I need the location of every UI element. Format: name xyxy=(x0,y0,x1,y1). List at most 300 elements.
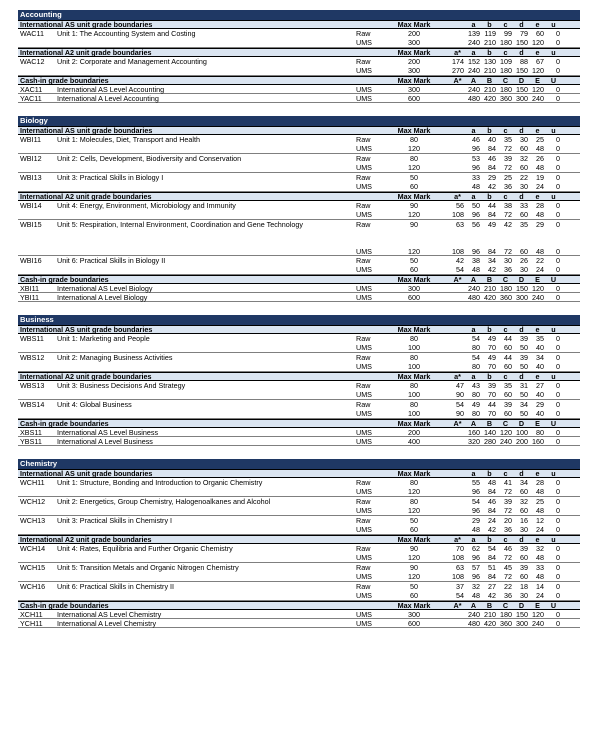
mark-type: UMS xyxy=(356,66,372,75)
mark-type: UMS xyxy=(356,265,372,274)
grade-value-0: 270 xyxy=(452,66,464,75)
unit-row xyxy=(18,516,580,535)
unit-row xyxy=(18,582,580,601)
grade-value-6: 0 xyxy=(556,487,560,496)
unit-title: Unit 2: Managing Business Activities xyxy=(57,353,173,362)
subject-section xyxy=(18,459,580,628)
grade-col-header: c xyxy=(503,126,508,135)
mark-type: UMS xyxy=(356,94,372,103)
max-mark-header: Max Mark xyxy=(397,535,431,544)
grade-value-0: 63 xyxy=(456,563,464,572)
mark-type: UMS xyxy=(356,525,372,534)
max-mark: 300 xyxy=(408,66,420,75)
grade-value-2: 70 xyxy=(488,362,496,371)
grade-value-5: 25 xyxy=(536,497,544,506)
grade-value-6: 0 xyxy=(556,497,560,506)
max-mark: 120 xyxy=(408,247,420,256)
qualification-title: International AS Level Accounting xyxy=(57,85,165,94)
grade-value-2: 210 xyxy=(484,38,496,47)
grade-col-header: b xyxy=(487,535,492,544)
max-mark: 80 xyxy=(410,135,418,144)
raw-marks-line xyxy=(18,516,580,525)
grade-value-5: 48 xyxy=(536,247,544,256)
grade-value-1: 240 xyxy=(468,38,480,47)
max-mark: 300 xyxy=(408,85,420,94)
ums-marks-line xyxy=(18,506,580,515)
grade-col-header: A* xyxy=(453,76,462,85)
grade-col-header: u xyxy=(551,535,556,544)
mark-type: UMS xyxy=(356,610,372,619)
section-header-label: Cash-in grade boundaries xyxy=(20,275,109,284)
grade-value-6: 0 xyxy=(556,437,560,446)
grade-col-header: c xyxy=(503,325,508,334)
grade-value-1: 54 xyxy=(472,353,480,362)
qualification-code: XBS11 xyxy=(20,428,42,437)
qualification-title: International AS Level Biology xyxy=(57,284,153,293)
grade-col-header: A xyxy=(470,76,477,85)
grade-value-6: 0 xyxy=(556,247,560,256)
grade-value-5: 40 xyxy=(536,409,544,418)
grade-value-3: 39 xyxy=(504,400,512,409)
ums-marks-line xyxy=(18,343,580,352)
ums-marks-line xyxy=(18,409,580,418)
grade-value-4: 30 xyxy=(520,135,528,144)
grade-col-header: u xyxy=(551,325,556,334)
max-mark: 120 xyxy=(408,572,420,581)
grade-value-0: 54 xyxy=(456,265,464,274)
grade-value-4: 33 xyxy=(520,201,528,210)
grade-value-0: 42 xyxy=(456,256,464,265)
grade-value-0: 54 xyxy=(456,591,464,600)
grade-value-6: 0 xyxy=(556,210,560,219)
grade-value-6: 0 xyxy=(556,135,560,144)
mark-type: Raw xyxy=(356,220,371,229)
grade-value-3: 46 xyxy=(504,544,512,553)
grade-value-0: 37 xyxy=(456,582,464,591)
grade-value-4: 50 xyxy=(520,390,528,399)
grade-value-6: 0 xyxy=(556,38,560,47)
section-header-label: Cash-in grade boundaries xyxy=(20,76,109,85)
max-mark: 120 xyxy=(408,553,420,562)
unit-row xyxy=(18,57,580,76)
grade-value-1: 96 xyxy=(472,247,480,256)
cashin-header xyxy=(18,275,580,284)
grade-col-header: b xyxy=(487,372,492,381)
grade-value-3: 120 xyxy=(500,428,512,437)
mark-type: UMS xyxy=(356,163,372,172)
unit-title: Unit 3: Business Decisions And Strategy xyxy=(57,381,186,390)
grade-value-2: 70 xyxy=(488,409,496,418)
grade-value-1: 139 xyxy=(468,29,480,38)
ums-marks-line xyxy=(18,591,580,600)
grade-value-1: 480 xyxy=(468,619,480,628)
qualification-code: YBI11 xyxy=(20,293,40,302)
unit-row xyxy=(18,353,580,372)
grade-value-6: 0 xyxy=(556,57,560,66)
grade-value-6: 0 xyxy=(556,563,560,572)
unit-code: WBI12 xyxy=(20,154,42,163)
mark-type: UMS xyxy=(356,428,372,437)
grade-col-header: u xyxy=(551,20,556,29)
unit-code: WAC11 xyxy=(20,29,44,38)
grade-value-5: 29 xyxy=(536,220,544,229)
max-mark: 200 xyxy=(408,29,420,38)
max-mark: 100 xyxy=(408,343,420,352)
grade-value-4: 60 xyxy=(520,210,528,219)
grade-value-4: 30 xyxy=(520,525,528,534)
unit-boundaries-header xyxy=(18,48,580,57)
grade-value-4: 60 xyxy=(520,506,528,515)
unit-row xyxy=(18,544,580,563)
ums-marks-line xyxy=(18,390,580,399)
max-mark: 90 xyxy=(410,201,418,210)
mark-type: UMS xyxy=(356,362,372,371)
grade-col-header: U xyxy=(550,275,557,284)
grade-value-1: 480 xyxy=(468,94,480,103)
grade-value-1: 160 xyxy=(468,428,480,437)
grade-value-4: 60 xyxy=(520,247,528,256)
grade-value-4: 16 xyxy=(520,516,528,525)
max-mark: 60 xyxy=(410,182,418,191)
grade-value-2: 130 xyxy=(484,57,496,66)
unit-boundaries-header xyxy=(18,192,580,201)
grade-col-header: c xyxy=(503,469,508,478)
grade-col-header: B xyxy=(486,419,493,428)
grade-col-header: U xyxy=(550,601,557,610)
grade-col-header: d xyxy=(519,469,524,478)
grade-value-2: 42 xyxy=(488,591,496,600)
cashin-row xyxy=(18,437,580,446)
cashin-header xyxy=(18,76,580,85)
grade-value-6: 0 xyxy=(556,478,560,487)
grade-value-6: 0 xyxy=(556,381,560,390)
max-mark: 90 xyxy=(410,544,418,553)
grade-value-3: 360 xyxy=(500,94,512,103)
grade-value-5: 27 xyxy=(536,381,544,390)
unit-title: Unit 3: Practical Skills in Biology I xyxy=(57,173,164,182)
grade-value-5: 28 xyxy=(536,201,544,210)
grade-col-header: C xyxy=(502,419,509,428)
grade-value-2: 51 xyxy=(488,563,496,572)
grade-value-1: 96 xyxy=(472,487,480,496)
ums-marks-line xyxy=(18,525,580,534)
grade-value-3: 38 xyxy=(504,201,512,210)
mark-type: UMS xyxy=(356,343,372,352)
grade-value-4: 39 xyxy=(520,563,528,572)
qualification-code: XBI11 xyxy=(20,284,40,293)
max-mark: 120 xyxy=(408,506,420,515)
grade-value-4: 150 xyxy=(516,610,528,619)
grade-value-4: 18 xyxy=(520,582,528,591)
grade-value-2: 84 xyxy=(488,144,496,153)
grade-col-header: A* xyxy=(453,601,462,610)
grade-col-header: u xyxy=(551,192,556,201)
grade-value-6: 0 xyxy=(556,94,560,103)
grade-value-5: 24 xyxy=(536,525,544,534)
unit-title: Unit 5: Transition Metals and Organic Nitrogen Chemistry xyxy=(57,563,239,572)
grade-col-header: e xyxy=(535,48,540,57)
grade-value-5: 26 xyxy=(536,154,544,163)
grade-col-header: a xyxy=(471,535,476,544)
mark-type: Raw xyxy=(356,478,371,487)
unit-row xyxy=(18,563,580,582)
cashin-row xyxy=(18,85,580,94)
grade-value-0: 108 xyxy=(452,572,464,581)
unit-title: Unit 2: Energetics, Group Chemistry, Halogenoalkanes and Alcohol xyxy=(57,497,271,506)
grade-value-1: 32 xyxy=(472,582,480,591)
grade-value-5: 120 xyxy=(532,38,544,47)
max-mark: 600 xyxy=(408,94,420,103)
cashin-header xyxy=(18,419,580,428)
section-header-label: International AS unit grade boundaries xyxy=(20,20,153,29)
max-mark-header: Max Mark xyxy=(397,275,431,284)
cashin-row xyxy=(18,284,580,293)
mark-type: Raw xyxy=(356,29,371,38)
unit-code: WCH12 xyxy=(20,497,46,506)
grade-value-3: 72 xyxy=(504,163,512,172)
grade-value-1: 80 xyxy=(472,362,480,371)
grade-col-header: a xyxy=(471,48,476,57)
grade-value-2: 84 xyxy=(488,553,496,562)
grade-value-6: 0 xyxy=(556,525,560,534)
mark-type: Raw xyxy=(356,353,371,362)
unit-row xyxy=(18,29,580,48)
grade-value-6: 0 xyxy=(556,544,560,553)
grade-value-1: 33 xyxy=(472,173,480,182)
grade-col-header: c xyxy=(503,372,508,381)
unit-code: WCH15 xyxy=(20,563,46,572)
raw-marks-line xyxy=(18,400,580,409)
grade-value-3: 72 xyxy=(504,247,512,256)
max-mark: 80 xyxy=(410,334,418,343)
unit-code: WAC12 xyxy=(20,57,45,66)
grade-value-2: 44 xyxy=(488,201,496,210)
ums-marks-line xyxy=(18,163,580,172)
grade-col-header: B xyxy=(486,76,493,85)
max-mark: 60 xyxy=(410,591,418,600)
grade-value-4: 34 xyxy=(520,478,528,487)
grade-value-2: 210 xyxy=(484,610,496,619)
grade-value-1: 320 xyxy=(468,437,480,446)
grade-value-3: 109 xyxy=(500,57,512,66)
grade-value-3: 25 xyxy=(504,173,512,182)
subject-title: Accounting xyxy=(18,10,580,20)
grade-value-0: 108 xyxy=(452,247,464,256)
grade-value-5: 40 xyxy=(536,390,544,399)
grade-value-4: 150 xyxy=(516,85,528,94)
grade-value-4: 30 xyxy=(520,182,528,191)
grade-value-4: 35 xyxy=(520,220,528,229)
qualification-code: YBS11 xyxy=(20,437,42,446)
grade-value-2: 420 xyxy=(484,619,496,628)
grade-value-2: 42 xyxy=(488,265,496,274)
grade-value-1: 96 xyxy=(472,163,480,172)
grade-value-6: 0 xyxy=(556,85,560,94)
grade-value-5: 120 xyxy=(532,610,544,619)
grade-value-5: 28 xyxy=(536,478,544,487)
raw-marks-line xyxy=(18,135,580,144)
grade-value-1: 54 xyxy=(472,334,480,343)
mark-type: Raw xyxy=(356,400,371,409)
grade-value-2: 140 xyxy=(484,428,496,437)
grade-value-5: 80 xyxy=(536,428,544,437)
unit-boundaries-header xyxy=(18,469,580,478)
grade-value-3: 44 xyxy=(504,353,512,362)
grade-value-3: 72 xyxy=(504,144,512,153)
grade-value-3: 360 xyxy=(500,293,512,302)
mark-type: Raw xyxy=(356,544,371,553)
grade-value-6: 0 xyxy=(556,619,560,628)
mark-type: UMS xyxy=(356,487,372,496)
grade-value-3: 180 xyxy=(500,66,512,75)
grade-value-5: 24 xyxy=(536,591,544,600)
grade-value-2: 40 xyxy=(488,135,496,144)
max-mark-header: Max Mark xyxy=(397,192,431,201)
raw-marks-line xyxy=(18,173,580,182)
grade-value-6: 0 xyxy=(556,390,560,399)
ums-marks-line xyxy=(18,38,580,47)
grade-value-0: 47 xyxy=(456,381,464,390)
grade-value-1: 49 xyxy=(472,400,480,409)
grade-value-3: 36 xyxy=(504,265,512,274)
max-mark: 50 xyxy=(410,516,418,525)
unit-row xyxy=(18,478,580,497)
grade-value-3: 36 xyxy=(504,182,512,191)
grade-value-3: 60 xyxy=(504,362,512,371)
grade-value-2: 24 xyxy=(488,516,496,525)
grade-value-6: 0 xyxy=(556,220,560,229)
grade-value-1: 96 xyxy=(472,553,480,562)
max-mark-header: Max Mark xyxy=(397,76,431,85)
grade-value-2: 84 xyxy=(488,163,496,172)
unit-boundaries-header xyxy=(18,20,580,29)
grade-value-1: 48 xyxy=(472,591,480,600)
section-header-label: Cash-in grade boundaries xyxy=(20,419,109,428)
unit-title: Unit 6: Practical Skills in Biology II xyxy=(57,256,166,265)
grade-col-header: u xyxy=(551,372,556,381)
grade-value-6: 0 xyxy=(556,506,560,515)
grade-value-2: 70 xyxy=(488,390,496,399)
grade-col-header: u xyxy=(551,48,556,57)
grade-value-2: 210 xyxy=(484,85,496,94)
grade-value-4: 88 xyxy=(520,57,528,66)
grade-value-6: 0 xyxy=(556,201,560,210)
grade-value-6: 0 xyxy=(556,353,560,362)
grade-value-5: 48 xyxy=(536,163,544,172)
mark-type: UMS xyxy=(356,409,372,418)
grade-value-0: 70 xyxy=(456,544,464,553)
grade-value-3: 72 xyxy=(504,553,512,562)
grade-value-5: 35 xyxy=(536,334,544,343)
grade-value-1: 29 xyxy=(472,516,480,525)
grade-value-0: 108 xyxy=(452,553,464,562)
grade-value-2: 84 xyxy=(488,210,496,219)
grade-value-1: 48 xyxy=(472,525,480,534)
grade-value-5: 34 xyxy=(536,353,544,362)
raw-marks-line xyxy=(18,256,580,265)
grade-value-4: 32 xyxy=(520,497,528,506)
grade-value-3: 39 xyxy=(504,497,512,506)
max-mark: 60 xyxy=(410,265,418,274)
max-mark: 90 xyxy=(410,563,418,572)
grade-value-2: 70 xyxy=(488,343,496,352)
grade-value-5: 24 xyxy=(536,182,544,191)
unit-row xyxy=(18,220,580,256)
max-mark: 80 xyxy=(410,353,418,362)
qualification-title: International A Level Biology xyxy=(57,293,148,302)
max-mark: 200 xyxy=(408,428,420,437)
grade-col-header: u xyxy=(551,126,556,135)
grade-col-header: d xyxy=(519,192,524,201)
grade-value-0: 54 xyxy=(456,400,464,409)
grade-value-4: 150 xyxy=(516,38,528,47)
ums-marks-line xyxy=(18,572,580,581)
grade-value-6: 0 xyxy=(556,284,560,293)
grade-value-4: 300 xyxy=(516,619,528,628)
grade-value-1: 48 xyxy=(472,265,480,274)
grade-value-2: 44 xyxy=(488,400,496,409)
grade-value-4: 60 xyxy=(520,163,528,172)
grade-value-1: 80 xyxy=(472,343,480,352)
max-mark: 400 xyxy=(408,437,420,446)
grade-value-6: 0 xyxy=(556,293,560,302)
unit-title: Unit 2: Cells, Development, Biodiversity and Conservation xyxy=(57,154,242,163)
mark-type: UMS xyxy=(356,210,372,219)
grade-value-3: 72 xyxy=(504,210,512,219)
grade-value-5: 22 xyxy=(536,256,544,265)
grade-value-6: 0 xyxy=(556,173,560,182)
max-mark: 90 xyxy=(410,220,418,229)
grade-value-3: 180 xyxy=(500,85,512,94)
grade-value-1: 48 xyxy=(472,182,480,191)
max-mark-header: Max Mark xyxy=(397,126,431,135)
grade-col-header: E xyxy=(535,419,540,428)
grade-value-2: 210 xyxy=(484,66,496,75)
grade-value-5: 48 xyxy=(536,144,544,153)
grade-value-6: 0 xyxy=(556,144,560,153)
grade-value-0: 108 xyxy=(452,210,464,219)
grade-col-header: d xyxy=(519,325,524,334)
max-mark-header: Max Mark xyxy=(397,20,431,29)
unit-code: WBI15 xyxy=(20,220,42,229)
mark-type: Raw xyxy=(356,256,371,265)
grade-value-6: 0 xyxy=(556,516,560,525)
mark-type: UMS xyxy=(356,572,372,581)
grade-value-3: 35 xyxy=(504,135,512,144)
section-header-label: International A2 unit grade boundaries xyxy=(20,192,152,201)
grade-col-header: c xyxy=(503,48,508,57)
unit-row xyxy=(18,400,580,419)
unit-title: Unit 3: Practical Skills in Chemistry I xyxy=(57,516,173,525)
unit-boundaries-header xyxy=(18,535,580,544)
max-mark-header: Max Mark xyxy=(397,419,431,428)
mark-type: Raw xyxy=(356,154,371,163)
unit-title: Unit 4: Global Business xyxy=(57,400,132,409)
unit-code: WBS11 xyxy=(20,334,44,343)
grade-value-3: 72 xyxy=(504,506,512,515)
grade-col-header: u xyxy=(551,469,556,478)
grade-value-1: 56 xyxy=(472,220,480,229)
grade-value-5: 29 xyxy=(536,400,544,409)
raw-marks-line xyxy=(18,29,580,38)
grade-value-5: 240 xyxy=(532,94,544,103)
grade-value-5: 40 xyxy=(536,343,544,352)
raw-marks-line xyxy=(18,201,580,210)
grade-col-header: D xyxy=(518,275,525,284)
grade-col-header: U xyxy=(550,419,557,428)
subject-title: Business xyxy=(18,315,580,325)
unit-title: Unit 2: Corporate and Management Accounting xyxy=(57,57,207,66)
